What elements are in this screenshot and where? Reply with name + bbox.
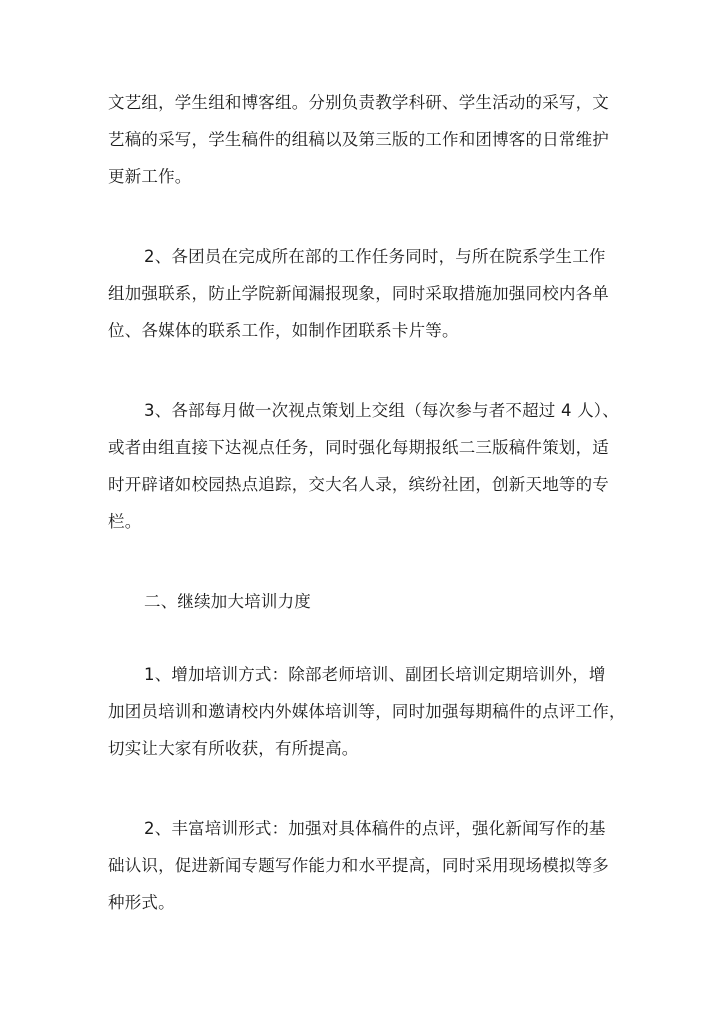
text-line: 3、各部每月做一次视点策划上交组（每次参与者不超过 4 人）、 [144,401,619,420]
text-line: 种形式。 [108,893,175,912]
text-line: 2、各团员在完成所在部的工作任务同时，与所在院系学生工作 [144,247,606,266]
section-heading-text: 二、继续加大培训力度 [144,592,311,611]
text-line: 文艺组，学生组和博客组。分别负责教学科研、学生活动的采写，文 [108,93,609,112]
text-line: 更新工作。 [108,167,192,186]
text-line: 时开辟诸如校园热点追踪，交大名人录，缤纷社团，创新天地等的专 [108,475,609,494]
text-line: 组加强联系，防止学院新闻漏报现象，同时采取措施加强同校内各单 [108,284,609,303]
text-line: 加团员培训和邀请校内外媒体培训等，同时加强每期稿件的点评工作， [108,702,626,721]
text-line: 2、丰富培训形式：加强对具体稿件的点评，强化新闻写作的基 [144,819,606,838]
text-line: 础认识，促进新闻专题写作能力和水平提高，同时采用现场模拟等多 [108,856,609,875]
text-line: 栏。 [108,512,142,531]
paragraph-training-2 [108,810,620,921]
text-line: 艺稿的采写，学生稿件的组稿以及第三版的工作和团博客的日常维护 [108,130,609,149]
paragraph-training-1 [108,656,626,767]
text-line: 位、各媒体的联系工作，如制作团联系卡片等。 [108,321,459,340]
paragraph-item-3 [108,392,620,540]
text-line: 切实让大家有所收获，有所提高。 [108,739,359,758]
text-line: 1、增加培训方式：除部老师培训、副团长培训定期培训外，增 [144,665,606,684]
paragraph-item-2 [108,238,620,349]
section-heading [108,583,620,620]
text-line: 或者由组直接下达视点任务，同时强化每期报纸二三版稿件策划，适 [108,438,609,457]
paragraph-intro-continued [108,84,620,195]
